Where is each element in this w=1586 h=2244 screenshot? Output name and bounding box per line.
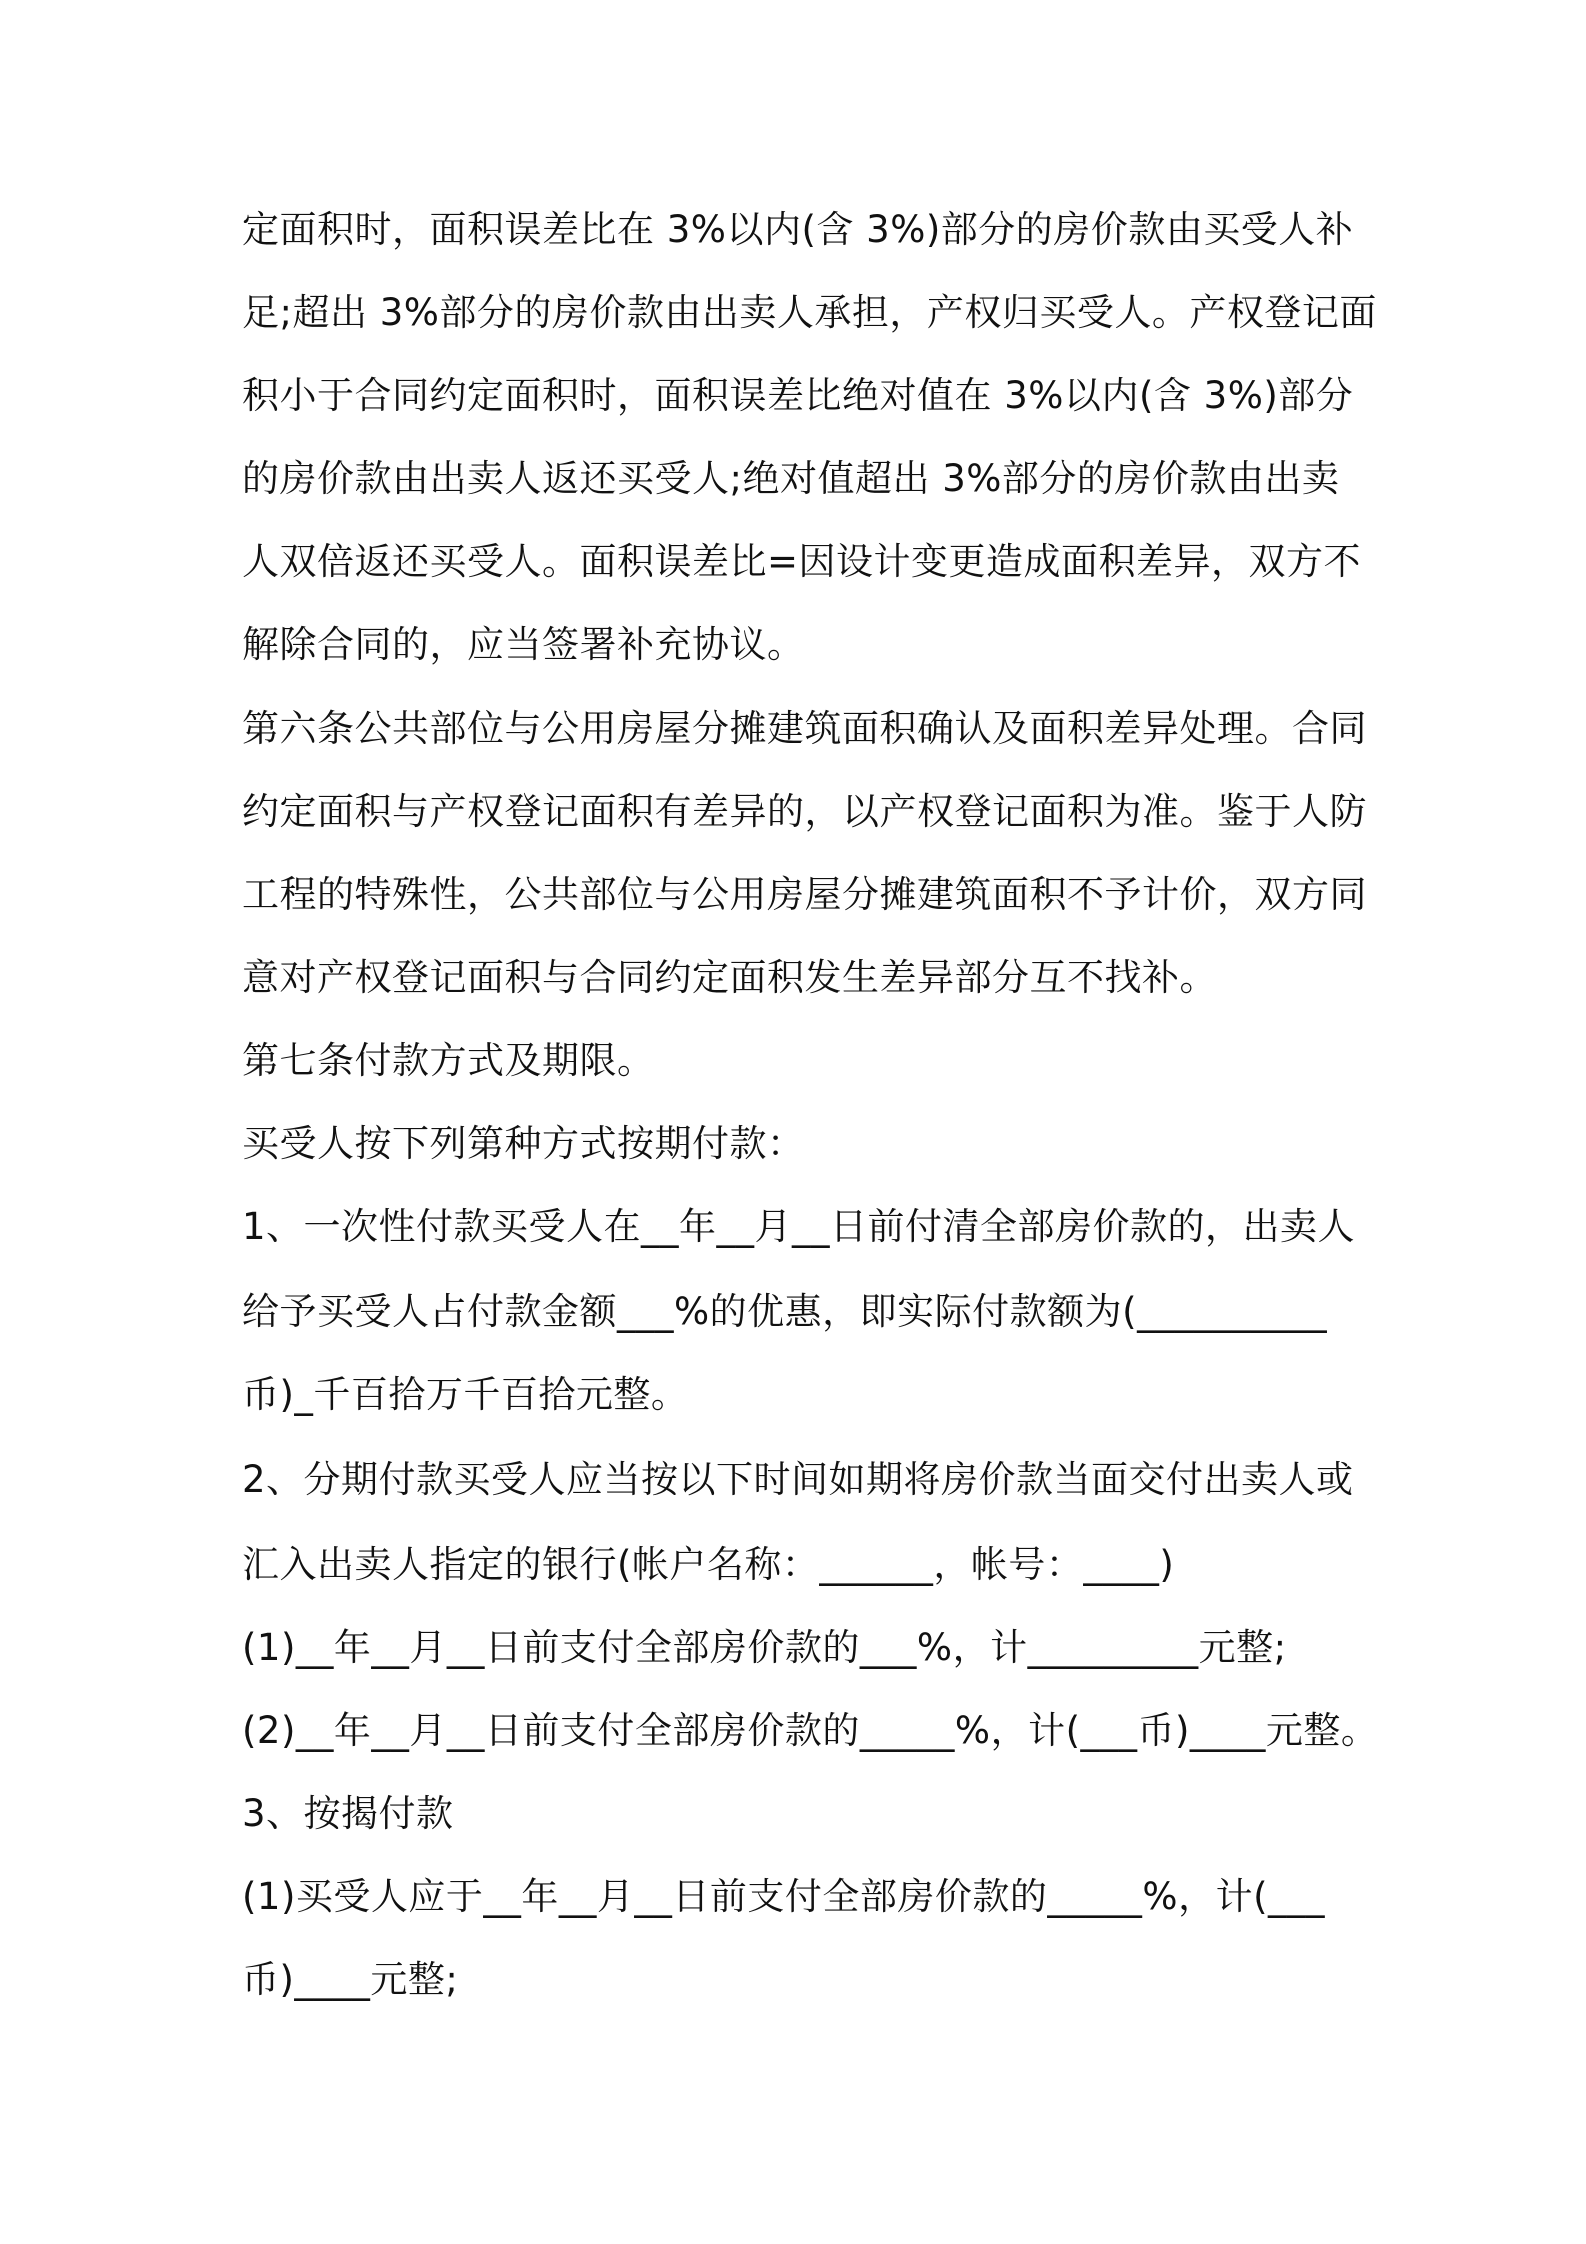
text-line: 币)_千百拾万千百拾元整。 xyxy=(242,1373,689,1416)
text-line: 工程的特殊性，公共部位与公用房屋分摊建筑面积不予计价，双方同 xyxy=(242,873,1367,916)
text-line: 第六条公共部位与公用房屋分摊建筑面积确认及面积差异处理。合同 xyxy=(242,707,1367,750)
text-line: (2)__年__月__日前支付全部房价款的_____%，计(___币)____元整。 xyxy=(242,1709,1379,1752)
text-line: 买受人按下列第种方式按期付款： xyxy=(242,1122,805,1165)
text-line: 币)____元整; xyxy=(242,1958,459,2001)
text-line: (1)__年__月__日前支付全部房价款的___%，计_________元整; xyxy=(242,1626,1287,1669)
text-line: 3、按揭付款 xyxy=(242,1792,454,1835)
text-line: 第七条付款方式及期限。 xyxy=(242,1039,655,1082)
text-line: 1、一次性付款买受人在__年__月__日前付清全部房价款的，出卖人 xyxy=(242,1205,1356,1248)
text-line: (1)买受人应于__年__月__日前支付全部房价款的_____%，计(___ xyxy=(242,1875,1326,1918)
text-line: 约定面积与产权登记面积有差异的，以产权登记面积为准。鉴于人防 xyxy=(242,790,1367,833)
text-line: 解除合同的，应当签署补充协议。 xyxy=(242,623,805,666)
text-line: 2、分期付款买受人应当按以下时间如期将房价款当面交付出卖人或 xyxy=(242,1458,1354,1501)
text-line: 人双倍返还买受人。面积误差比=因设计变更造成面积差异，双方不 xyxy=(242,540,1362,583)
text-line: 定面积时，面积误差比在 3%以内(含 3%)部分的房价款由买受人补 xyxy=(242,208,1354,251)
text-line: 的房价款由出卖人返还买受人;绝对值超出 3%部分的房价款由出卖 xyxy=(242,457,1340,500)
text-line: 足;超出 3%部分的房价款由出卖人承担，产权归买受人。产权登记面 xyxy=(242,291,1377,334)
text-line: 积小于合同约定面积时，面积误差比绝对值在 3%以内(含 3%)部分 xyxy=(242,374,1354,417)
text-line: 意对产权登记面积与合同约定面积发生差异部分互不找补。 xyxy=(242,956,1217,999)
text-line: 汇入出卖人指定的银行(帐户名称：______，帐号：____) xyxy=(242,1543,1175,1586)
text-line: 给予买受人占付款金额___%的优惠，即实际付款额为(__________ xyxy=(242,1290,1328,1333)
